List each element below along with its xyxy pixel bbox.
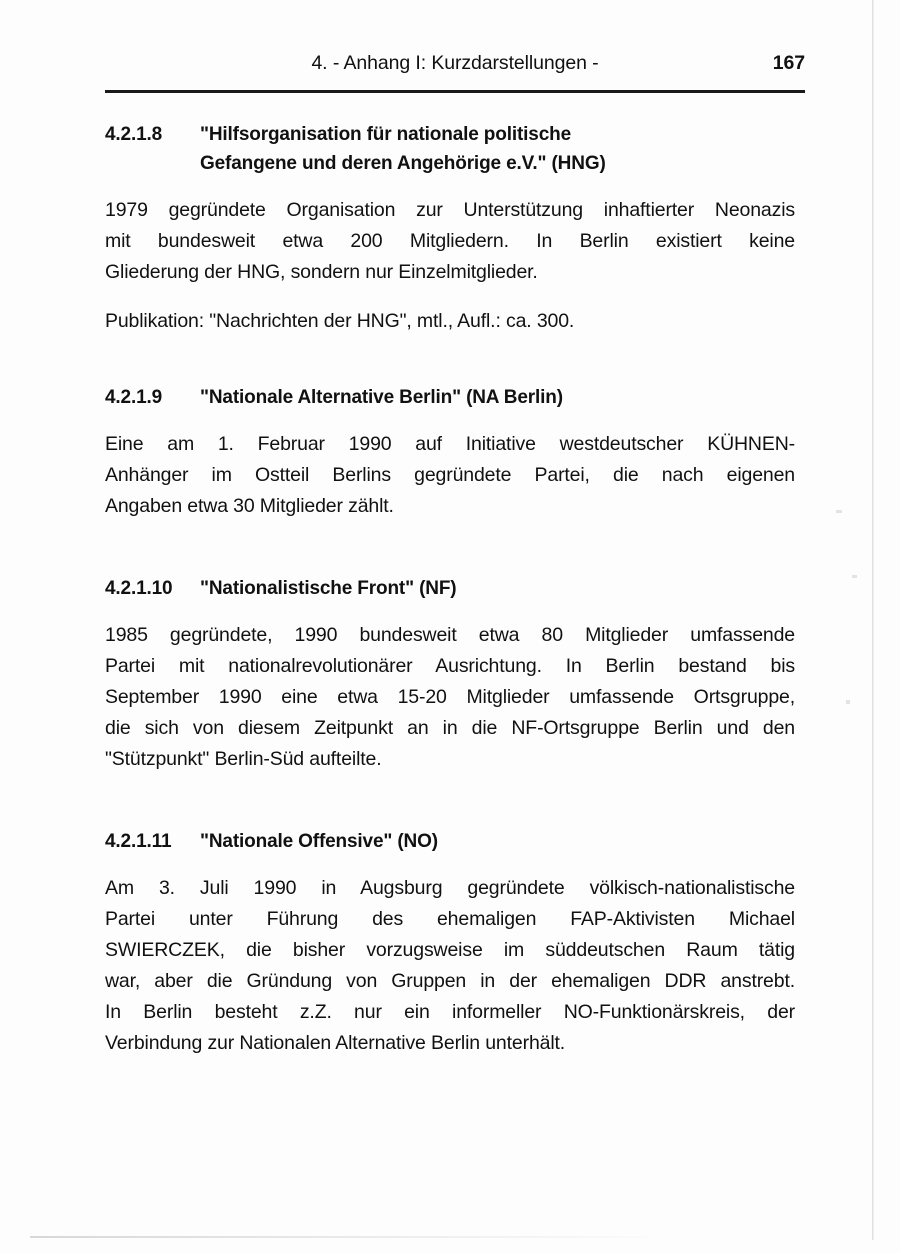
section-heading (105, 574, 795, 603)
section-number: 4.2.1.11 (105, 831, 172, 852)
section-title (200, 120, 795, 178)
paragraph-line: Partei mit nationalrevolutionärer Ausrichtung. In Berlin bestand bis (105, 655, 795, 677)
scan-edge-bottom (30, 1236, 650, 1238)
section-title-line: "Nationale Alternative Berlin" (NA Berlin) (200, 387, 563, 408)
paragraph-line: In Berlin besteht z.Z. nur ein informeller NO-Funktionärskreis, der (105, 1001, 795, 1023)
scan-speck (852, 575, 857, 578)
paragraph (105, 873, 795, 1059)
paragraph-line: 1985 gegründete, 1990 bundesweit etwa 80 Mitglieder umfassende (105, 624, 795, 646)
section-title (200, 383, 795, 412)
section-heading (105, 383, 795, 412)
scan-edge-right (872, 0, 874, 1240)
section-4-2-1-9 (105, 383, 795, 522)
paragraph-line: mit bundesweit etwa 200 Mitgliedern. In Berlin existiert keine (105, 230, 795, 252)
page-body (105, 120, 795, 1059)
scan-speck (836, 510, 842, 513)
paragraph (105, 429, 795, 522)
section-number: 4.2.1.8 (105, 124, 163, 145)
section-title (200, 574, 795, 603)
running-head-title: 4. - Anhang I: Kurzdarstellungen - (311, 52, 599, 74)
header-rule (105, 90, 805, 93)
paragraph-line: Publikation: "Nachrichten der HNG", mtl., Aufl.: ca. 300. (105, 310, 575, 332)
paragraph-line: Am 3. Juli 1990 in Augsburg gegründete völkisch-nationalistische (105, 877, 795, 899)
section-title-line: "Nationalistische Front" (NF) (200, 578, 457, 599)
paragraph (105, 306, 795, 337)
section-number: 4.2.1.9 (105, 387, 163, 408)
paragraph-line: "Stützpunkt" Berlin-Süd aufteilte. (105, 748, 382, 770)
paragraph (105, 195, 795, 288)
paragraph-line: Angaben etwa 30 Mitglieder zählt. (105, 495, 394, 517)
paragraph-line: Gliederung der HNG, sondern nur Einzelmitglieder. (105, 261, 538, 283)
paragraph (105, 620, 795, 775)
scan-speck (846, 700, 850, 704)
running-head (105, 52, 805, 75)
paragraph-line: SWIERCZEK, die bisher vorzugsweise im süddeutschen Raum tätig (105, 939, 795, 961)
section-4-2-1-8 (105, 120, 795, 337)
paragraph-line: Anhänger im Ostteil Berlins gegründete Partei, die nach eigenen (105, 464, 795, 486)
section-4-2-1-10 (105, 574, 795, 775)
section-title-line: "Hilfsorganisation für nationale politische (200, 124, 571, 145)
paragraph-line: die sich von diesem Zeitpunkt an in die NF-Ortsgruppe Berlin und den (105, 717, 795, 739)
paragraph-line: 1979 gegründete Organisation zur Unterstützung inhaftierter Neonazis (105, 199, 795, 221)
paragraph-line: Verbindung zur Nationalen Alternative Berlin unterhält. (105, 1032, 566, 1054)
section-title-line: Gefangene und deren Angehörige e.V." (HNG) (200, 153, 606, 174)
section-heading (105, 120, 795, 178)
paragraph-line: September 1990 eine etwa 15-20 Mitglieder umfassende Ortsgruppe, (105, 686, 795, 708)
page-number: 167 (772, 52, 805, 74)
section-4-2-1-11 (105, 827, 795, 1059)
paragraph-line: Partei unter Führung des ehemaligen FAP-Aktivisten Michael (105, 908, 795, 930)
paragraph-line: war, aber die Gründung von Gruppen in der ehemaligen DDR anstrebt. (105, 970, 795, 992)
section-heading (105, 827, 795, 856)
section-number: 4.2.1.10 (105, 578, 173, 599)
paragraph-line: Eine am 1. Februar 1990 auf Initiative westdeutscher KÜHNEN- (105, 433, 795, 455)
section-title-line: "Nationale Offensive" (NO) (200, 831, 438, 852)
section-title (200, 827, 795, 856)
